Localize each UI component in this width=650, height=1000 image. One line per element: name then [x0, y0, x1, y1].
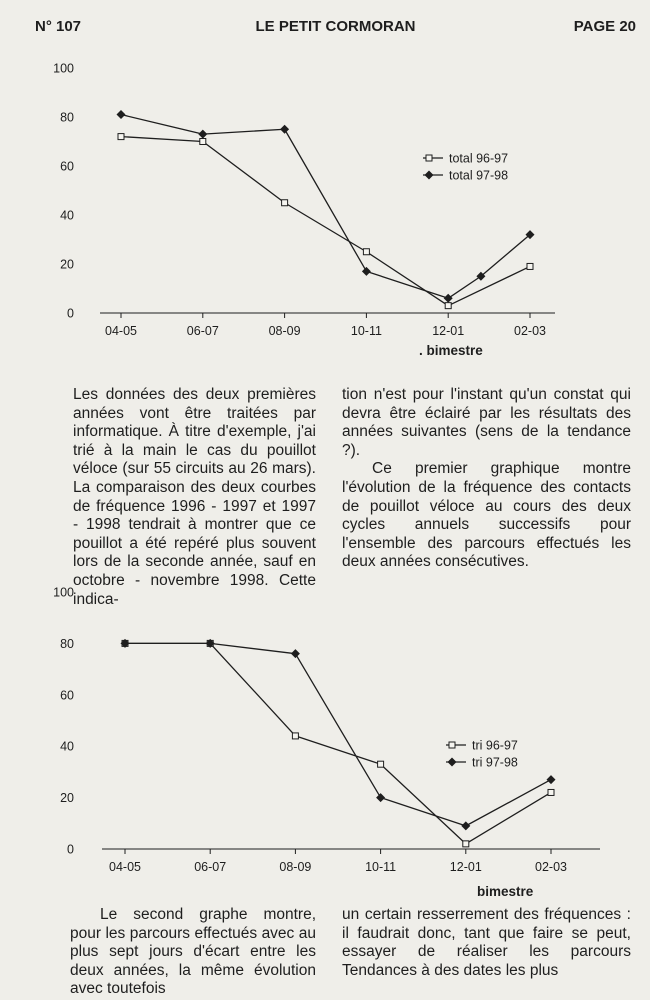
y-tick-label: 40 [60, 739, 74, 754]
data-point [117, 110, 126, 119]
chart-pouillot-tri [0, 580, 650, 900]
x-tick-label: 02-03 [535, 860, 567, 874]
data-point [291, 649, 300, 658]
y-tick-label: 60 [60, 159, 74, 174]
series-line [125, 643, 551, 825]
data-point [362, 267, 371, 276]
legend-label: tri 97-98 [472, 755, 518, 770]
newsletter-title: LE PETIT CORMORAN [255, 18, 416, 35]
data-point [376, 793, 385, 802]
paragraph: Le second graphe montre, pour les parcours effectués avec au plus sept jours d'écart entre les deux années, la même évolution avec toutefois [70, 906, 316, 998]
y-tick-label: 100 [53, 585, 74, 600]
data-point [378, 761, 384, 767]
data-point [282, 200, 288, 206]
x-tick-label: 12-01 [449, 860, 482, 874]
data-point [280, 125, 289, 134]
legend-marker [426, 155, 432, 161]
x-tick-label: 08-09 [279, 860, 312, 874]
y-tick-label: 0 [67, 842, 74, 857]
paragraph: un certain resserrement des fréquences : il faudrait donc, tant que faire se peut, essayer de réaliser les parcours Tendances à des dates les plus [342, 906, 631, 979]
x-tick-label: 08-09 [268, 324, 301, 338]
y-tick-label: 60 [60, 688, 74, 703]
paragraph: tion n'est pour l'instant qu'un constat qui devra être éclairé par les résultats des années suivantes (sens de la tendance ?). [342, 386, 631, 459]
data-point [527, 263, 533, 269]
x-tick-label: 12-01 [432, 324, 465, 338]
text-column-right-2 [342, 906, 631, 980]
data-point [461, 821, 470, 830]
chart-pouillot-total [0, 55, 650, 365]
data-point [200, 139, 206, 145]
y-tick-label: 20 [60, 257, 74, 272]
data-point [363, 249, 369, 255]
page-number: PAGE 20 [573, 18, 636, 35]
x-tick-label: 10-11 [365, 860, 397, 874]
x-tick-label: 06-07 [194, 860, 227, 874]
x-tick-label: 06-07 [186, 324, 219, 338]
legend-label: tri 96-97 [472, 738, 518, 753]
data-point [444, 294, 453, 303]
legend-marker [448, 758, 457, 767]
data-point [292, 733, 298, 739]
y-tick-label: 80 [60, 636, 74, 651]
data-point [445, 303, 451, 309]
legend-label: total 96-97 [449, 151, 509, 166]
x-tick-label: 10-11 [350, 324, 382, 338]
text-column-left-1 [73, 386, 316, 609]
x-tick-label: 04-05 [109, 860, 141, 874]
issue-number: N° 107 [35, 18, 82, 35]
x-tick-label: 02-03 [514, 324, 546, 338]
legend-marker [425, 171, 434, 180]
x-axis-label: bimestre [477, 884, 534, 899]
data-point [198, 130, 207, 139]
paragraph: Ce premier graphique montre l'évolution de la fréquence des contacts de pouillot véloce au cours des deux cycles annuels successifs pour l'ensemble des parcours effectués les deux années consécutives. [342, 460, 631, 571]
x-tick-label: 04-05 [105, 324, 137, 338]
data-point [548, 789, 554, 795]
data-point [118, 134, 124, 140]
series-line [121, 115, 530, 299]
y-tick-label: 40 [60, 208, 74, 223]
y-tick-label: 80 [60, 110, 74, 125]
y-tick-label: 100 [53, 61, 74, 76]
y-tick-label: 20 [60, 791, 74, 806]
page-header [35, 18, 636, 42]
legend-label: total 97-98 [449, 168, 509, 183]
text-column-left-2 [70, 906, 316, 999]
legend-marker [449, 742, 455, 748]
paragraph: Les données des deux premières années vont être traitées par informatique. À titre d'exemple, j'ai trié à la main le cas du pouillot véloce (sur 55 circuits au 26 mars). La comparaison des deux courbes de fréquence 1996 - 1997 et 1997 - 1998 tendrait à montrer que ce pouillot a été repéré plus souvent lors de la seconde année, sauf en octobre - novembre 1998. Cette indica- [73, 386, 316, 608]
data-point [547, 775, 556, 784]
y-tick-label: 0 [67, 306, 74, 321]
x-axis-label: . bimestre [419, 343, 483, 358]
data-point [463, 841, 469, 847]
text-column-right-1 [342, 386, 631, 572]
